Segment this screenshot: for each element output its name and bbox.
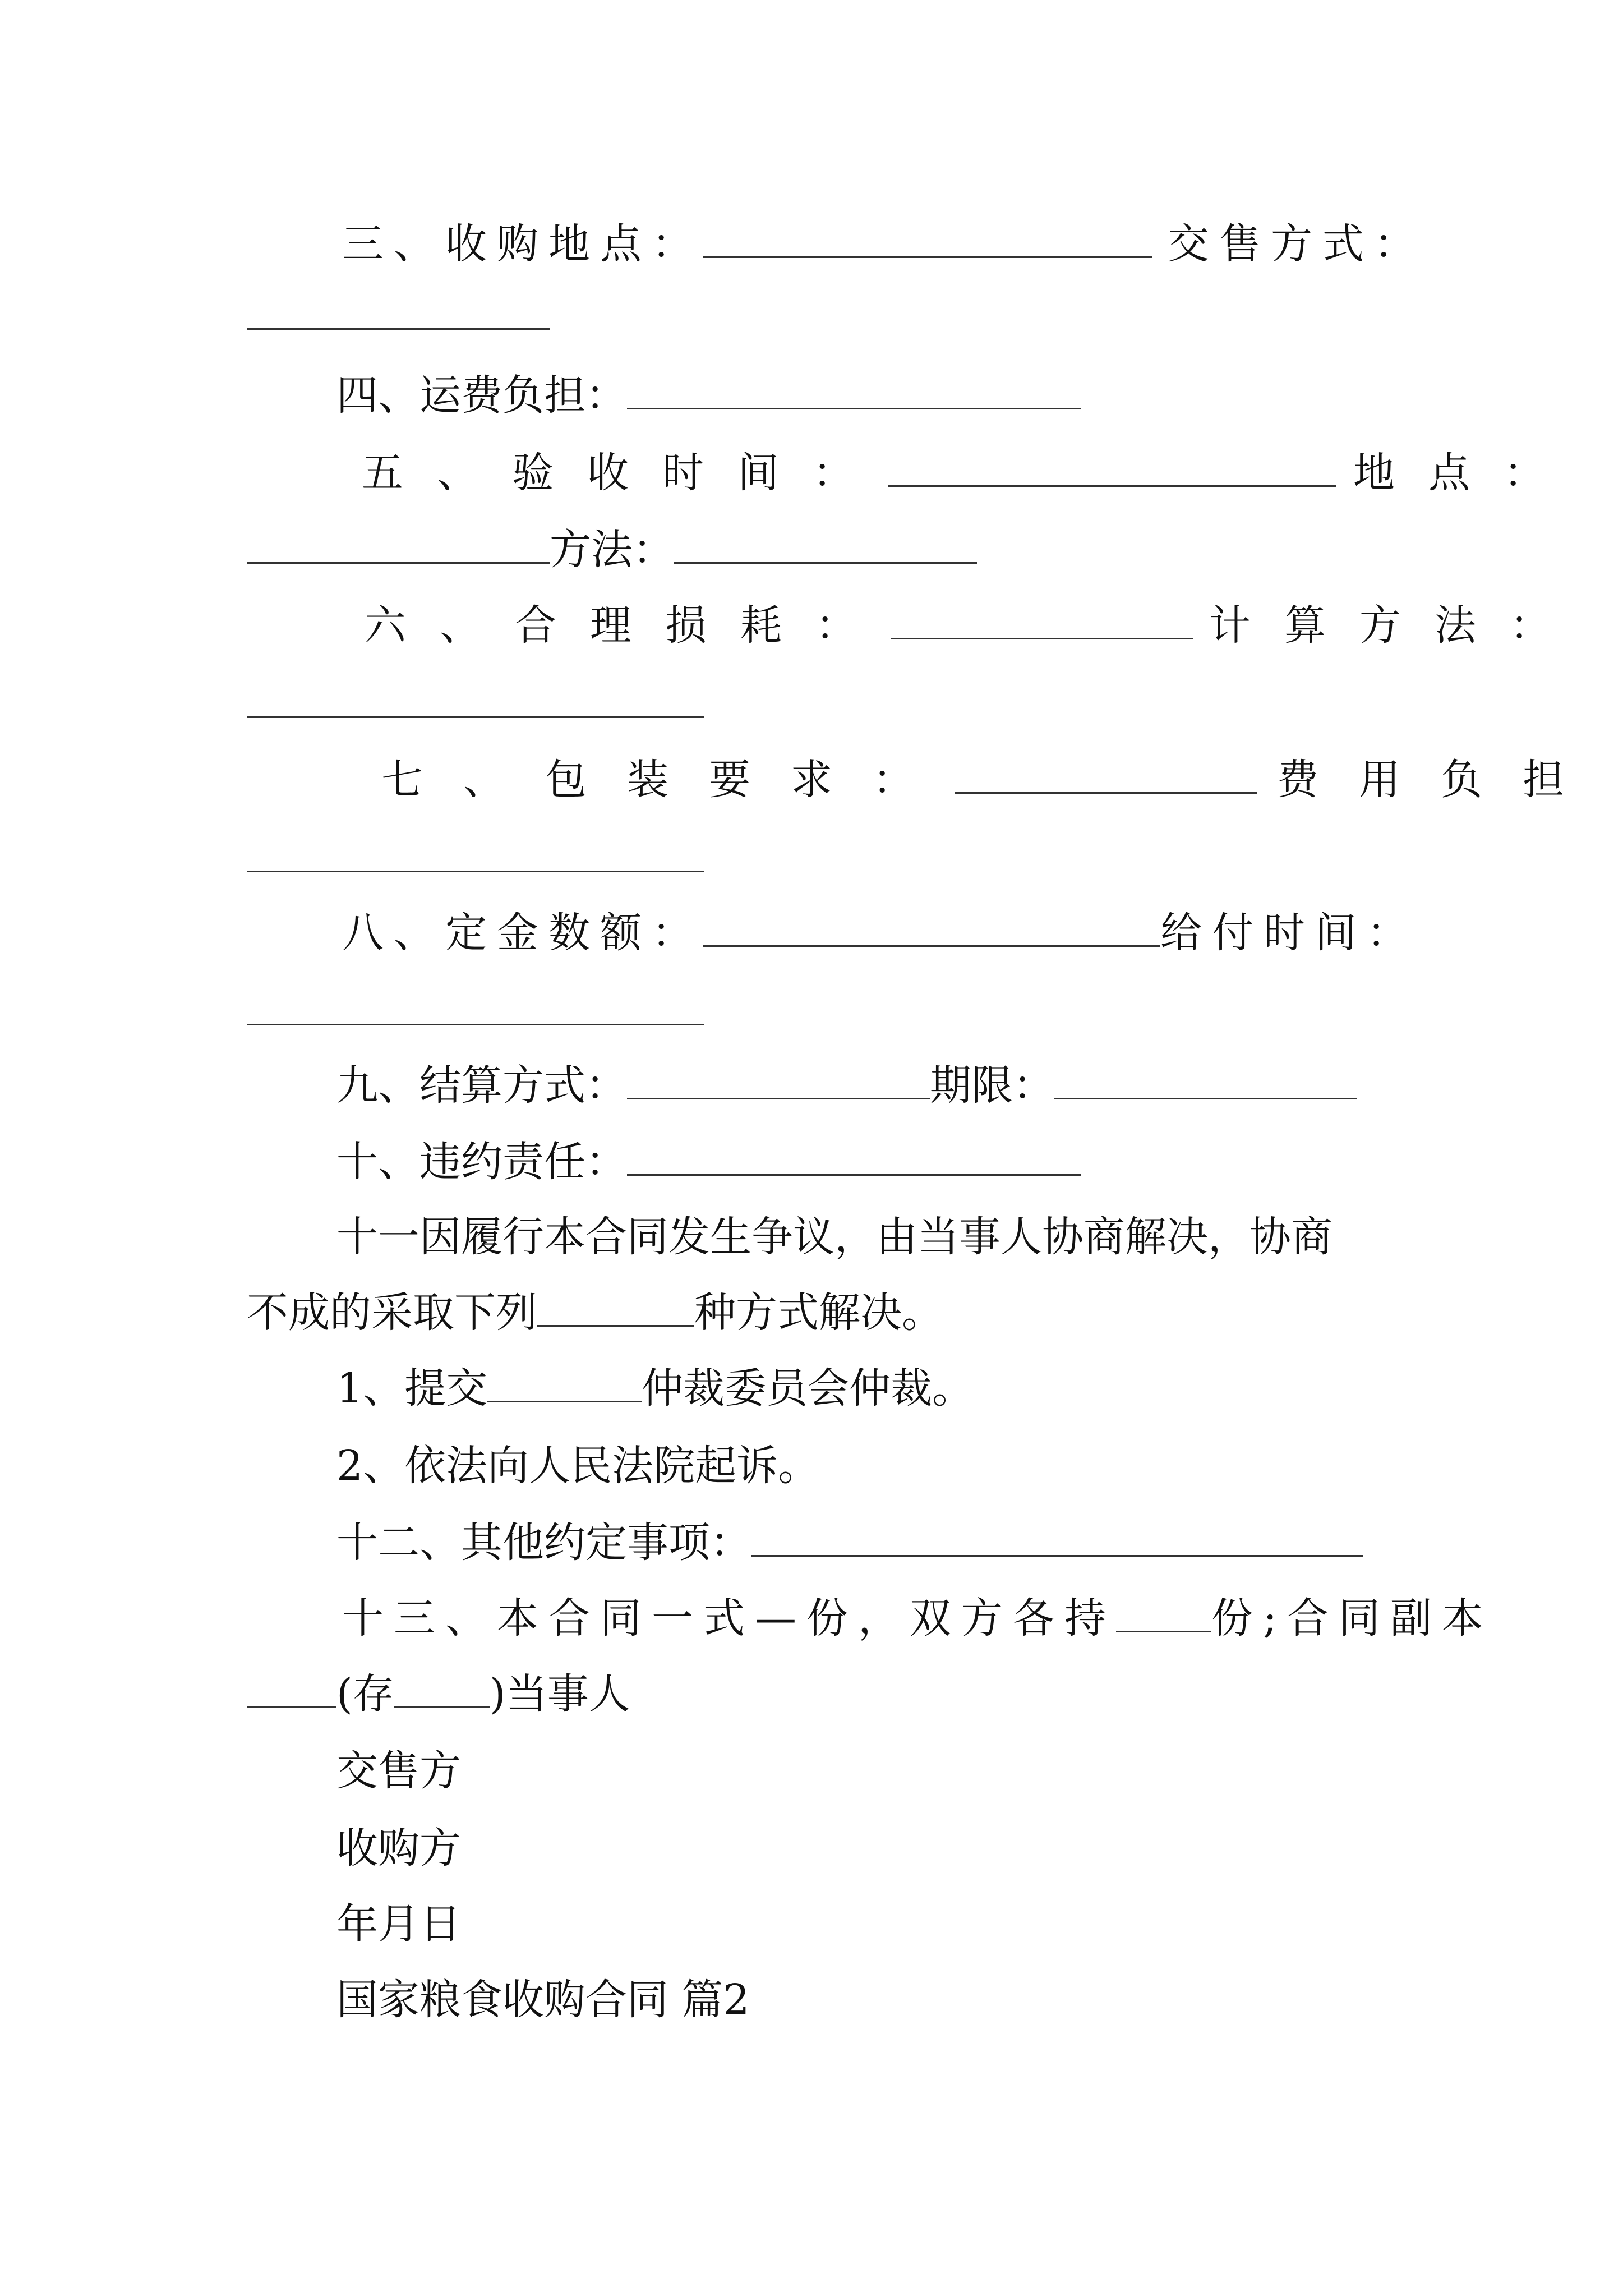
inspection-method-blank[interactable]	[674, 528, 977, 564]
clause-11-line-2	[247, 1287, 943, 1338]
delivery-method-blank[interactable]	[247, 295, 550, 330]
clause-9-settle-label: 九、结算方式：	[336, 1061, 627, 1110]
inspection-time-blank[interactable]	[888, 452, 1336, 487]
clause-13-part2b: )当事人	[489, 1670, 630, 1718]
inspection-place-blank[interactable]	[247, 528, 550, 564]
clause-11-pre: 不成的采取下列	[247, 1289, 537, 1337]
clause-13-part2a: (存	[336, 1670, 394, 1718]
clause-5-method-label: 方法：	[550, 526, 674, 574]
clause-13-line-1	[342, 1593, 1493, 1644]
clause-11-text: 十一因履行本合同发生争议，由当事人协商解决，协商	[336, 1213, 1332, 1261]
clause-7-continuation	[247, 833, 704, 884]
dispute-method-blank[interactable]	[537, 1291, 694, 1327]
clause-13-line-2	[247, 1669, 630, 1719]
clause-6-loss-label: 六、合理损耗：	[365, 601, 891, 650]
seller-label: 交售方	[336, 1747, 461, 1795]
option-1-pre: 1、提交	[336, 1364, 488, 1412]
packing-blank[interactable]	[955, 758, 1257, 794]
clause-6-calc-label: 计算方法：	[1209, 601, 1585, 650]
option-1-line	[336, 1363, 974, 1414]
buyer-label: 收购方	[336, 1824, 461, 1872]
term-blank[interactable]	[1054, 1064, 1357, 1099]
clause-5-time-label: 五、验收时间：	[362, 449, 888, 497]
clause-7-cost-label: 费用负担	[1277, 756, 1604, 804]
clause-3-line	[342, 219, 1426, 269]
clause-11-post: 种方式解决。	[694, 1289, 943, 1337]
clause-8-line	[342, 908, 1418, 958]
option-1-post: 仲裁委员会仲裁。	[642, 1364, 974, 1412]
clause-7-line	[381, 754, 1604, 805]
location-blank[interactable]	[703, 223, 1152, 258]
clause-4-label: 四、运费负担：	[336, 371, 627, 420]
clause-8-continuation	[247, 986, 704, 1037]
arbitration-blank[interactable]	[487, 1367, 642, 1402]
clause-8-deposit-label: 八、定金数额：	[342, 909, 703, 957]
clause-13-pre: 十三、本合同一式—份，双方各持	[342, 1594, 1116, 1642]
clause-7-packing-label: 七、包装要求：	[381, 756, 955, 804]
loss-blank[interactable]	[891, 604, 1193, 639]
settlement-blank[interactable]	[627, 1064, 930, 1099]
clause-5-line	[362, 448, 1579, 498]
clause-9-term-label: 期限：	[930, 1061, 1054, 1110]
storage-blank[interactable]	[394, 1673, 490, 1708]
deposit-blank[interactable]	[703, 912, 1160, 947]
pay-time-blank[interactable]	[247, 990, 704, 1025]
clause-13-mid: 份;合同副本	[1211, 1594, 1493, 1642]
clause-5-place-label: 地点：	[1353, 449, 1579, 497]
option-2-text: 2、依法向人民法院起诉。	[336, 1442, 820, 1490]
freight-blank[interactable]	[627, 374, 1081, 409]
clause-10-label: 十、违约责任：	[336, 1138, 627, 1186]
clause-5-continuation	[247, 524, 977, 575]
next-section-heading: 国家粮食收购合同 篇2	[336, 1976, 750, 2024]
clause-8-paytime-label: 给付时间：	[1160, 909, 1418, 957]
liability-blank[interactable]	[627, 1140, 1081, 1176]
clause-3-continuation	[247, 291, 550, 341]
clause-10-line	[336, 1137, 1081, 1187]
clause-3-location-label: 三、收购地点：	[342, 220, 703, 268]
clause-12-line	[336, 1517, 1363, 1568]
clause-6-line	[365, 600, 1585, 651]
clause-11-line-1	[336, 1212, 1332, 1262]
packing-cost-blank[interactable]	[247, 837, 704, 872]
other-matters-blank[interactable]	[751, 1521, 1363, 1557]
option-2-line	[336, 1441, 819, 1491]
clause-3-delivery-label: 交售方式：	[1168, 220, 1426, 268]
clause-12-label: 十二、其他约定事项：	[336, 1519, 751, 1567]
calc-method-blank[interactable]	[247, 683, 704, 718]
duplicate-count-blank[interactable]	[247, 1673, 336, 1708]
date-label: 年月日	[336, 1900, 461, 1948]
clause-9-line	[336, 1060, 1357, 1111]
copies-each-blank[interactable]	[1116, 1597, 1211, 1632]
clause-4-line	[336, 370, 1081, 421]
clause-6-continuation	[247, 679, 704, 729]
